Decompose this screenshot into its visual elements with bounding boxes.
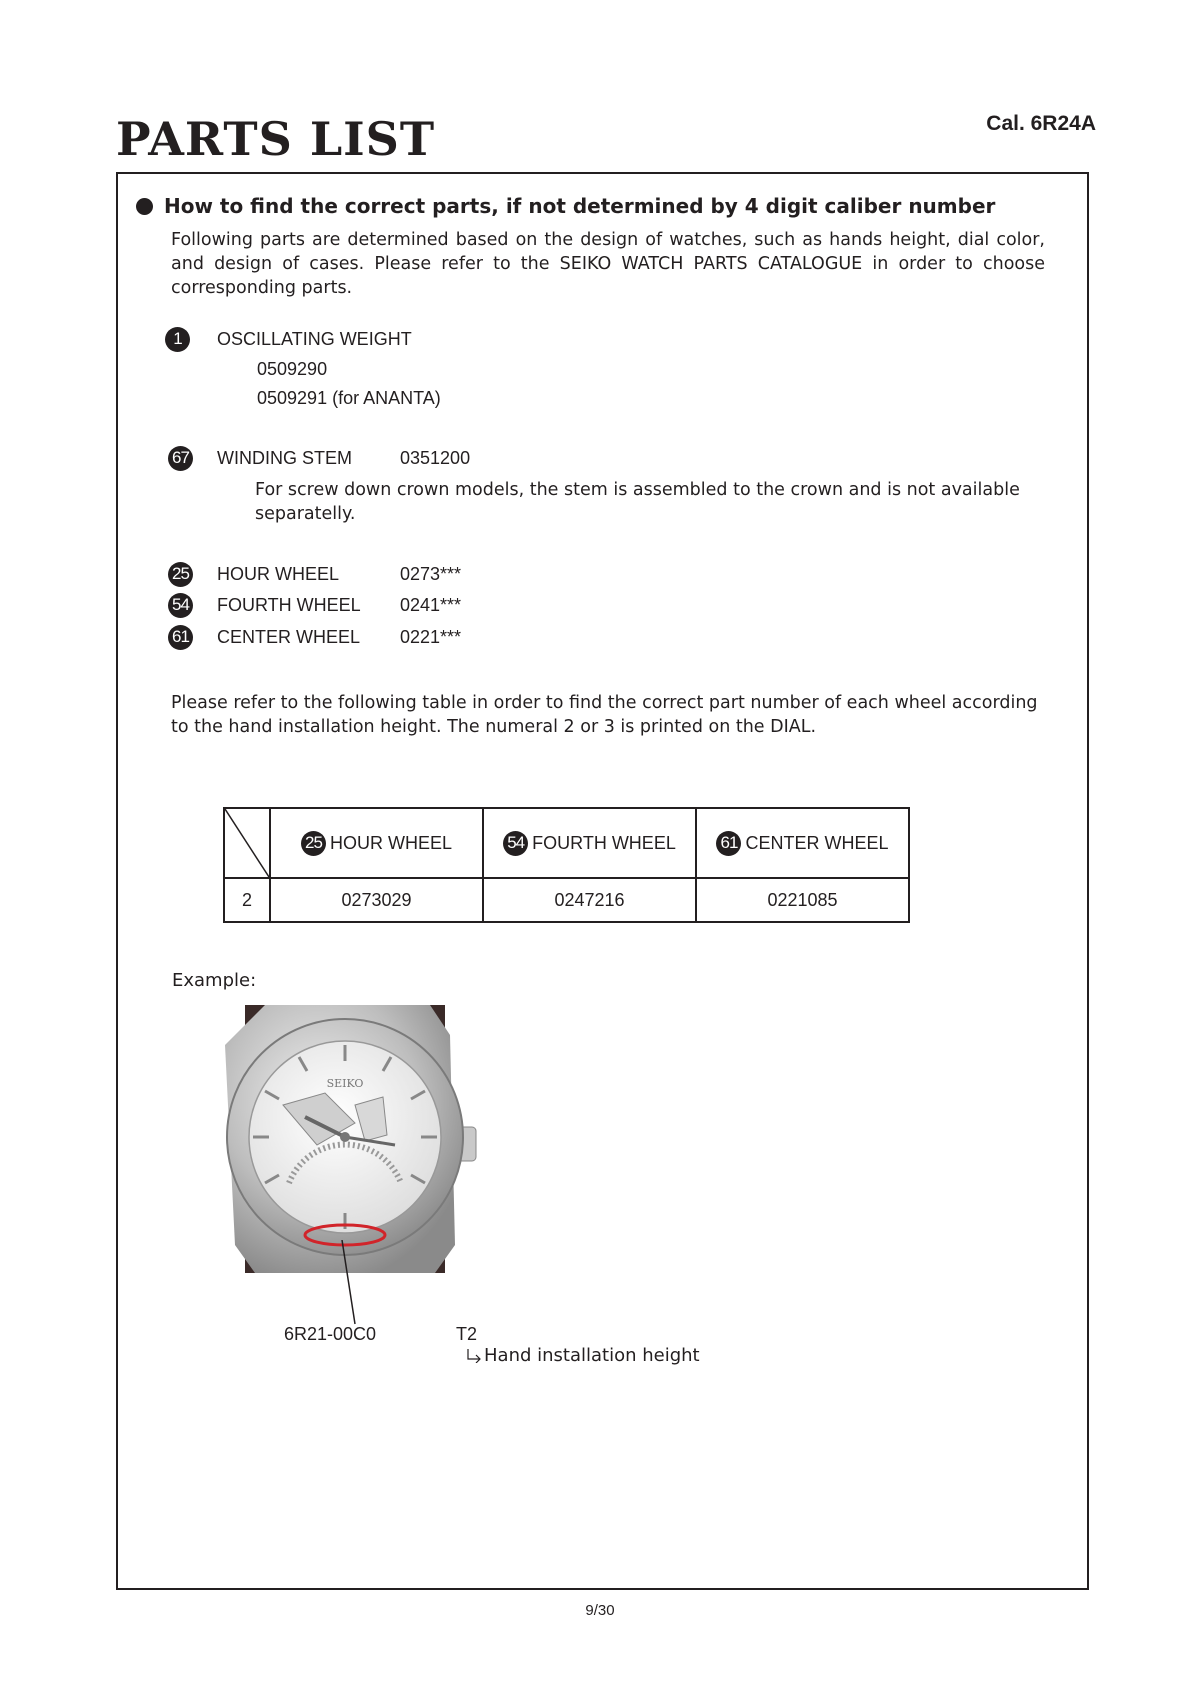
- winding-stem-note: For screw down crown models, the stem is assembled to the crown and is not available separatelly.: [255, 480, 1020, 524]
- table-cell-height: 2: [224, 878, 270, 922]
- table-cell: 0247216: [483, 878, 696, 922]
- table-corner-cell: [224, 808, 270, 878]
- bullet-icon: [136, 198, 153, 215]
- dial-brand-text: SEIKO: [326, 1077, 364, 1090]
- part-code: 0351200: [400, 447, 471, 468]
- part-number-badge: 61: [168, 625, 193, 650]
- diagonal-line: [225, 809, 269, 877]
- oscillating-weight-code-1: 0509290: [257, 359, 328, 379]
- part-name: WINDING STEM: [217, 447, 352, 468]
- part-number-badge: 54: [503, 831, 528, 856]
- wheel-row: [0, 561, 1200, 587]
- part-code: 0241***: [400, 594, 462, 615]
- hand-height-label: [466, 1345, 700, 1366]
- wheel-table: [223, 807, 910, 923]
- leader-line: [340, 1240, 360, 1326]
- part-name: CENTER WHEEL: [217, 626, 361, 647]
- table-cell: 0221085: [696, 878, 909, 922]
- page-number: 9/30: [585, 1602, 615, 1619]
- part-number-badge: 54: [168, 593, 193, 618]
- hand-height-text: Hand installation height: [484, 1345, 700, 1366]
- page-title: PARTS LIST: [116, 112, 436, 166]
- oscillating-weight-code-2: 0509291 (for ANANTA): [257, 388, 441, 408]
- table-header-cell: [696, 808, 909, 878]
- wheel-row: [0, 592, 1200, 618]
- example-label: Example:: [172, 970, 257, 991]
- part-number-badge: 25: [168, 562, 193, 587]
- table-header-cell: [270, 808, 483, 878]
- oscillating-weight-row: [0, 326, 1200, 352]
- table-header-label: FOURTH WHEEL: [532, 832, 676, 853]
- arrow-icon: [466, 1349, 484, 1363]
- part-number-badge: 61: [716, 831, 741, 856]
- caliber-label: Cal. 6R24A: [986, 112, 1096, 135]
- part-name: HOUR WHEEL: [217, 563, 340, 584]
- part-code: 0221***: [400, 626, 462, 647]
- model-code-label: 6R21-00C0: [284, 1324, 377, 1344]
- part-number-badge: 67: [168, 446, 193, 471]
- part-name: FOURTH WHEEL: [217, 594, 361, 615]
- wheel-row: [0, 624, 1200, 650]
- part-code: 0273***: [400, 563, 462, 584]
- part-number-badge: 25: [301, 831, 326, 856]
- table-header-label: CENTER WHEEL: [745, 832, 889, 853]
- table-row: [224, 878, 909, 922]
- table-header-row: [224, 808, 909, 878]
- table-cell: 0273029: [270, 878, 483, 922]
- section-heading: [136, 194, 995, 218]
- t2-label: T2: [456, 1324, 478, 1344]
- part-number-badge: 1: [165, 327, 190, 352]
- table-header-cell: [483, 808, 696, 878]
- winding-stem-row: [0, 445, 1200, 471]
- intro-paragraph: Following parts are determined based on the design of watches, such as hands height, dial color, and design of cases. Please refer to the SEIKO WATCH PARTS CATALOGUE in order to choose corresponding parts.: [171, 230, 1045, 298]
- table-header-label: HOUR WHEEL: [329, 832, 452, 853]
- watch-image: [205, 1005, 490, 1273]
- part-name: OSCILLATING WEIGHT: [217, 328, 412, 349]
- refer-paragraph: Please refer to the following table in order to find the correct part number of each wheel according to the hand installation height. The numeral 2 or 3 is printed on the DIAL.: [171, 693, 1038, 737]
- section-heading-text: How to find the correct parts, if not determined by 4 digit caliber number: [164, 194, 996, 218]
